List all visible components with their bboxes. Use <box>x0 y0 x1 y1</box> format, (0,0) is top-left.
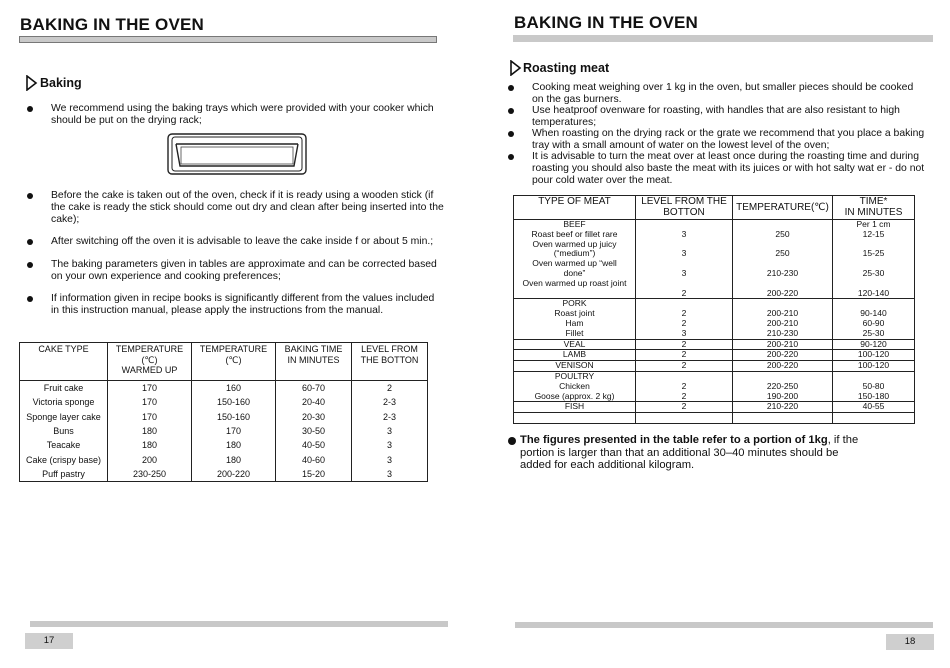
cell-line: 210-230 <box>766 267 799 278</box>
bullet-text-line: If information given in recipe books is significantly different from the values included <box>51 293 435 304</box>
bullet-icon <box>508 108 514 114</box>
right-title-rule <box>513 35 933 42</box>
table-cell: 170 <box>108 381 192 396</box>
table-cell <box>833 413 915 424</box>
cell-line: 12-15 <box>862 228 885 239</box>
header-line: TEMPERATURE <box>199 344 268 354</box>
table-cell: 30-50 <box>276 424 352 438</box>
cell-line: LAMB <box>562 349 587 360</box>
table-cell <box>636 413 733 424</box>
cell-line: Oven warmed up juicy <box>532 238 617 249</box>
cell-line: 2 <box>681 401 687 412</box>
table-cell: Fruit cake <box>20 381 108 396</box>
cake-table-header <box>352 343 428 381</box>
cell-line: PORK <box>562 298 587 309</box>
header-line: CAKE TYPE <box>38 344 89 354</box>
header-line: WARMED UP <box>121 365 178 375</box>
table-cell <box>514 413 636 424</box>
left-title-rule <box>19 36 437 43</box>
cell-line: 25-30 <box>862 327 885 338</box>
cell-line <box>636 413 732 423</box>
cell-line: 100-120 <box>857 349 890 360</box>
table-cell: 2-3 <box>352 410 428 424</box>
cake-table-header <box>108 343 192 381</box>
cake-table-header <box>20 343 108 381</box>
roasting-section-heading: Roasting meat <box>523 61 610 75</box>
table-cell <box>514 339 636 350</box>
bullet-icon <box>508 85 514 91</box>
bullet-text-line: Cooking meat weighing over 1 kg in the oven, but smaller pieces should be cooked <box>532 82 914 93</box>
right-page-number: 18 <box>886 634 934 650</box>
table-cell <box>636 371 733 401</box>
cell-line: 2 <box>681 380 687 391</box>
header-line: (℃) <box>225 354 242 365</box>
cell-line: 250 <box>775 248 790 259</box>
cake-baking-table <box>19 342 428 482</box>
bullet-icon <box>508 154 514 160</box>
cell-line: Oven warmed up “well <box>532 258 617 269</box>
table-cell: 40-60 <box>276 452 352 466</box>
cell-line: POULTRY <box>554 370 595 381</box>
cell-line <box>514 413 635 423</box>
table-cell: 180 <box>108 438 192 452</box>
cell-line: 2 <box>681 317 687 328</box>
table-cell: Buns <box>20 424 108 438</box>
left-page-title: BAKING IN THE OVEN <box>20 15 205 34</box>
cell-line: 210-230 <box>766 327 799 338</box>
table-cell: 3 <box>352 438 428 452</box>
header-line: BOTTON <box>663 207 705 218</box>
bullet-text-line: It is advisable to turn the meat over at least once during the roasting time and during <box>532 151 919 162</box>
cell-line: 50-80 <box>862 380 885 391</box>
cake-table-header <box>276 343 352 381</box>
cell-line: Oven warmed up roast joint <box>522 277 627 288</box>
cell-line: 190-200 <box>766 390 799 401</box>
cell-line: Per 1 cm <box>856 219 891 229</box>
table-row <box>20 410 428 424</box>
header-line: LEVEL FROM <box>361 344 418 354</box>
table-cell: 160 <box>192 381 276 396</box>
table-cell <box>733 339 833 350</box>
cell-line: Ham <box>565 317 584 328</box>
table-cell: 180 <box>192 452 276 466</box>
left-bullet-item <box>26 103 446 127</box>
cell-line: Fillet <box>565 327 584 338</box>
cell-line: 200-210 <box>766 338 799 349</box>
cell-line: 25-30 <box>862 267 885 278</box>
cell-line: 3 <box>681 248 687 259</box>
table-row <box>514 339 915 350</box>
cell-line: 90-140 <box>860 308 887 319</box>
baking-section-heading: Baking <box>40 76 82 90</box>
table-cell <box>733 371 833 401</box>
cake-table-header <box>192 343 276 381</box>
table-cell: Cake (crispy base) <box>20 452 108 466</box>
left-bullet-item <box>26 190 446 226</box>
table-cell: 170 <box>108 395 192 409</box>
note-text-line1: , if the <box>827 434 859 446</box>
right-footer-bar <box>515 622 933 628</box>
table-cell: 2 <box>352 381 428 396</box>
cell-line: 2 <box>681 360 687 371</box>
table-cell <box>636 402 733 413</box>
table-cell: 230-250 <box>108 467 192 482</box>
cell-line: 40-55 <box>862 401 885 412</box>
meat-table-header <box>514 196 636 220</box>
roasting-meat-table <box>513 195 915 424</box>
bullet-icon <box>27 193 33 199</box>
bullet-icon <box>27 239 33 245</box>
left-bullet-item <box>26 236 446 248</box>
table-row <box>514 350 915 361</box>
table-cell <box>733 402 833 413</box>
table-row <box>20 438 428 452</box>
table-cell <box>833 299 915 339</box>
table-row <box>514 402 915 413</box>
table-row <box>20 381 428 396</box>
cell-line: 150-180 <box>857 390 890 401</box>
roasting-section-icon <box>510 60 522 76</box>
right-bullet-item <box>507 105 927 129</box>
header-line: TIME* <box>859 196 888 207</box>
cell-line: BEEF <box>563 219 586 229</box>
bullet-text-line: on your own experience and cooking preferences; <box>51 271 281 282</box>
right-bullet-item <box>507 128 927 152</box>
cell-line: 2 <box>681 349 687 360</box>
bullet-text-line: temperatures; <box>532 117 597 128</box>
header-line: LEVEL FROM THE <box>641 196 727 207</box>
table-cell <box>833 339 915 350</box>
table-cell: 180 <box>108 424 192 438</box>
table-cell: 200 <box>108 452 192 466</box>
cell-line: 2 <box>681 308 687 319</box>
bullet-text-line: Before the cake is taken out of the oven, check if it is ready using a wooden stick (if <box>51 190 434 201</box>
cell-line: 220-250 <box>766 380 799 391</box>
bullet-text-line: the cake is ready the stick should come out dry and clean after being inserted into the <box>51 202 444 213</box>
table-cell: 60-70 <box>276 381 352 396</box>
cell-line: Roast joint <box>554 308 595 319</box>
cell-line: 2 <box>681 338 687 349</box>
meat-table-header <box>636 196 733 220</box>
table-cell: 170 <box>192 424 276 438</box>
meat-table-header <box>833 196 915 220</box>
cell-line: FISH <box>564 401 585 412</box>
table-row <box>514 299 915 339</box>
table-cell <box>514 220 636 299</box>
bullet-text-line: pour cold water over the meat. <box>532 175 673 186</box>
table-cell <box>514 402 636 413</box>
bullet-text-line: After switching off the oven it is advisable to leave the cake inside f or about 5 min.; <box>51 236 434 247</box>
table-cell <box>636 361 733 372</box>
cell-line: 15-25 <box>862 248 885 259</box>
left-footer-bar <box>30 621 448 627</box>
cell-line: VENISON <box>555 360 594 371</box>
table-cell: 150-160 <box>192 395 276 409</box>
bullet-text-line: in this instruction manual, please apply the instructions from the manual. <box>51 305 384 316</box>
table-cell: Sponge layer cake <box>20 410 108 424</box>
bullet-icon <box>508 131 514 137</box>
cell-line: done” <box>563 267 586 278</box>
note-bullet-icon <box>508 437 516 445</box>
table-cell: 200-220 <box>192 467 276 482</box>
table-cell: 20-30 <box>276 410 352 424</box>
table-row <box>514 413 915 424</box>
table-cell <box>833 371 915 401</box>
bullet-text-line: should be put on the drying rack; <box>51 115 202 126</box>
table-cell: 15-20 <box>276 467 352 482</box>
baking-section-icon <box>26 75 38 91</box>
table-cell <box>833 361 915 372</box>
cell-line: Roast beef or fillet rare <box>531 228 618 239</box>
meat-table-header <box>733 196 833 220</box>
header-line: THE BOTTON <box>360 354 419 365</box>
note-text-line3: added for each additional kilogram. <box>520 459 695 472</box>
header-line: IN MINUTES <box>287 354 340 365</box>
table-cell <box>514 299 636 339</box>
table-row <box>20 395 428 409</box>
cell-line: 200-210 <box>766 308 799 319</box>
right-bullet-item <box>507 82 927 106</box>
left-page-number: 17 <box>25 633 73 649</box>
cell-line: 200-220 <box>766 349 799 360</box>
right-bullet-item <box>507 151 927 187</box>
header-line: IN MINUTES <box>844 207 903 218</box>
header-line: TEMPERATURE(℃) <box>736 202 829 213</box>
table-cell: 150-160 <box>192 410 276 424</box>
table-row <box>20 424 428 438</box>
table-row <box>514 371 915 401</box>
cell-line: 250 <box>775 228 790 239</box>
table-cell: 3 <box>352 467 428 482</box>
table-cell: 2-3 <box>352 395 428 409</box>
header-line: (℃) <box>141 354 158 365</box>
cell-line: 2 <box>681 287 687 298</box>
table-cell <box>636 350 733 361</box>
bullet-text-line: Use heatproof ovenware for roasting, with handles that are also resistant to high <box>532 105 900 116</box>
cell-line <box>733 413 832 423</box>
cell-line: 2 <box>681 390 687 401</box>
table-cell <box>733 220 833 299</box>
table-cell: Victoria sponge <box>20 395 108 409</box>
bullet-text-line: The baking parameters given in tables are approximate and can be corrected based <box>51 259 437 270</box>
table-cell <box>733 299 833 339</box>
left-bullet-item <box>26 259 446 283</box>
table-cell: Teacake <box>20 438 108 452</box>
table-row <box>20 467 428 482</box>
bullet-icon <box>27 262 33 268</box>
cell-line: VEAL <box>563 338 586 349</box>
baking-tray-illustration <box>166 132 308 181</box>
left-bullet-item <box>26 293 446 317</box>
table-cell: 40-50 <box>276 438 352 452</box>
table-cell: 20-40 <box>276 395 352 409</box>
table-cell: Puff pastry <box>20 467 108 482</box>
cell-line: 200-220 <box>766 287 799 298</box>
cell-line: 100-120 <box>857 360 890 371</box>
table-cell <box>514 361 636 372</box>
cell-line <box>514 289 635 299</box>
cell-line: 210-220 <box>766 401 799 412</box>
table-cell <box>833 220 915 299</box>
cell-line: 200-220 <box>766 360 799 371</box>
table-cell <box>636 299 733 339</box>
cell-line: Goose (approx. 2 kg) <box>534 390 615 401</box>
table-cell <box>514 350 636 361</box>
table-cell: 3 <box>352 452 428 466</box>
note-text-line2: portion is larger than that an additional 30–40 minutes should be <box>520 446 839 459</box>
cell-line: 120-140 <box>857 287 890 298</box>
header-line: BAKING TIME <box>284 344 343 354</box>
right-page-title: BAKING IN THE OVEN <box>514 13 699 32</box>
table-cell: 180 <box>192 438 276 452</box>
bullet-text-line: tray with a small amount of water on the lowest level of the oven; <box>532 140 830 151</box>
table-cell <box>733 361 833 372</box>
table-cell <box>514 371 636 401</box>
header-line: TEMPERATURE <box>115 344 184 354</box>
cell-line: (“medium”) <box>553 248 596 259</box>
cell-line: Chicken <box>559 380 590 391</box>
cell-line: 90-120 <box>860 338 887 349</box>
bullet-text-line: roasting you should also baste the meat with its juices or with hot salty wat er - do not <box>532 163 925 174</box>
header-line: TYPE OF MEAT <box>538 196 611 207</box>
table-row <box>20 452 428 466</box>
table-cell <box>636 220 733 299</box>
table-cell <box>833 350 915 361</box>
bullet-text-line: When roasting on the drying rack or the grate we recommend that you place a baking <box>532 128 925 139</box>
cell-line: 3 <box>681 327 687 338</box>
bullet-text-line: We recommend using the baking trays which were provided with your cooker which <box>51 103 434 114</box>
bullet-text-line: on the gas burners. <box>532 94 622 105</box>
note-bold-text: The figures presented in the table refer to a portion of 1kg <box>520 434 828 446</box>
table-row <box>514 361 915 372</box>
portion-note <box>507 434 917 472</box>
cell-line: 200-210 <box>766 317 799 328</box>
table-cell <box>733 350 833 361</box>
cell-line: 60-90 <box>862 317 885 328</box>
table-cell <box>733 413 833 424</box>
cell-line <box>833 413 914 423</box>
bullet-icon <box>27 106 33 112</box>
bullet-text-line: cake); <box>51 214 80 225</box>
table-cell: 170 <box>108 410 192 424</box>
bullet-icon <box>27 296 33 302</box>
table-cell <box>833 402 915 413</box>
cell-line: 3 <box>681 267 687 278</box>
table-cell: 3 <box>352 424 428 438</box>
table-row <box>514 220 915 299</box>
cell-line: 3 <box>681 228 687 239</box>
table-cell <box>636 339 733 350</box>
